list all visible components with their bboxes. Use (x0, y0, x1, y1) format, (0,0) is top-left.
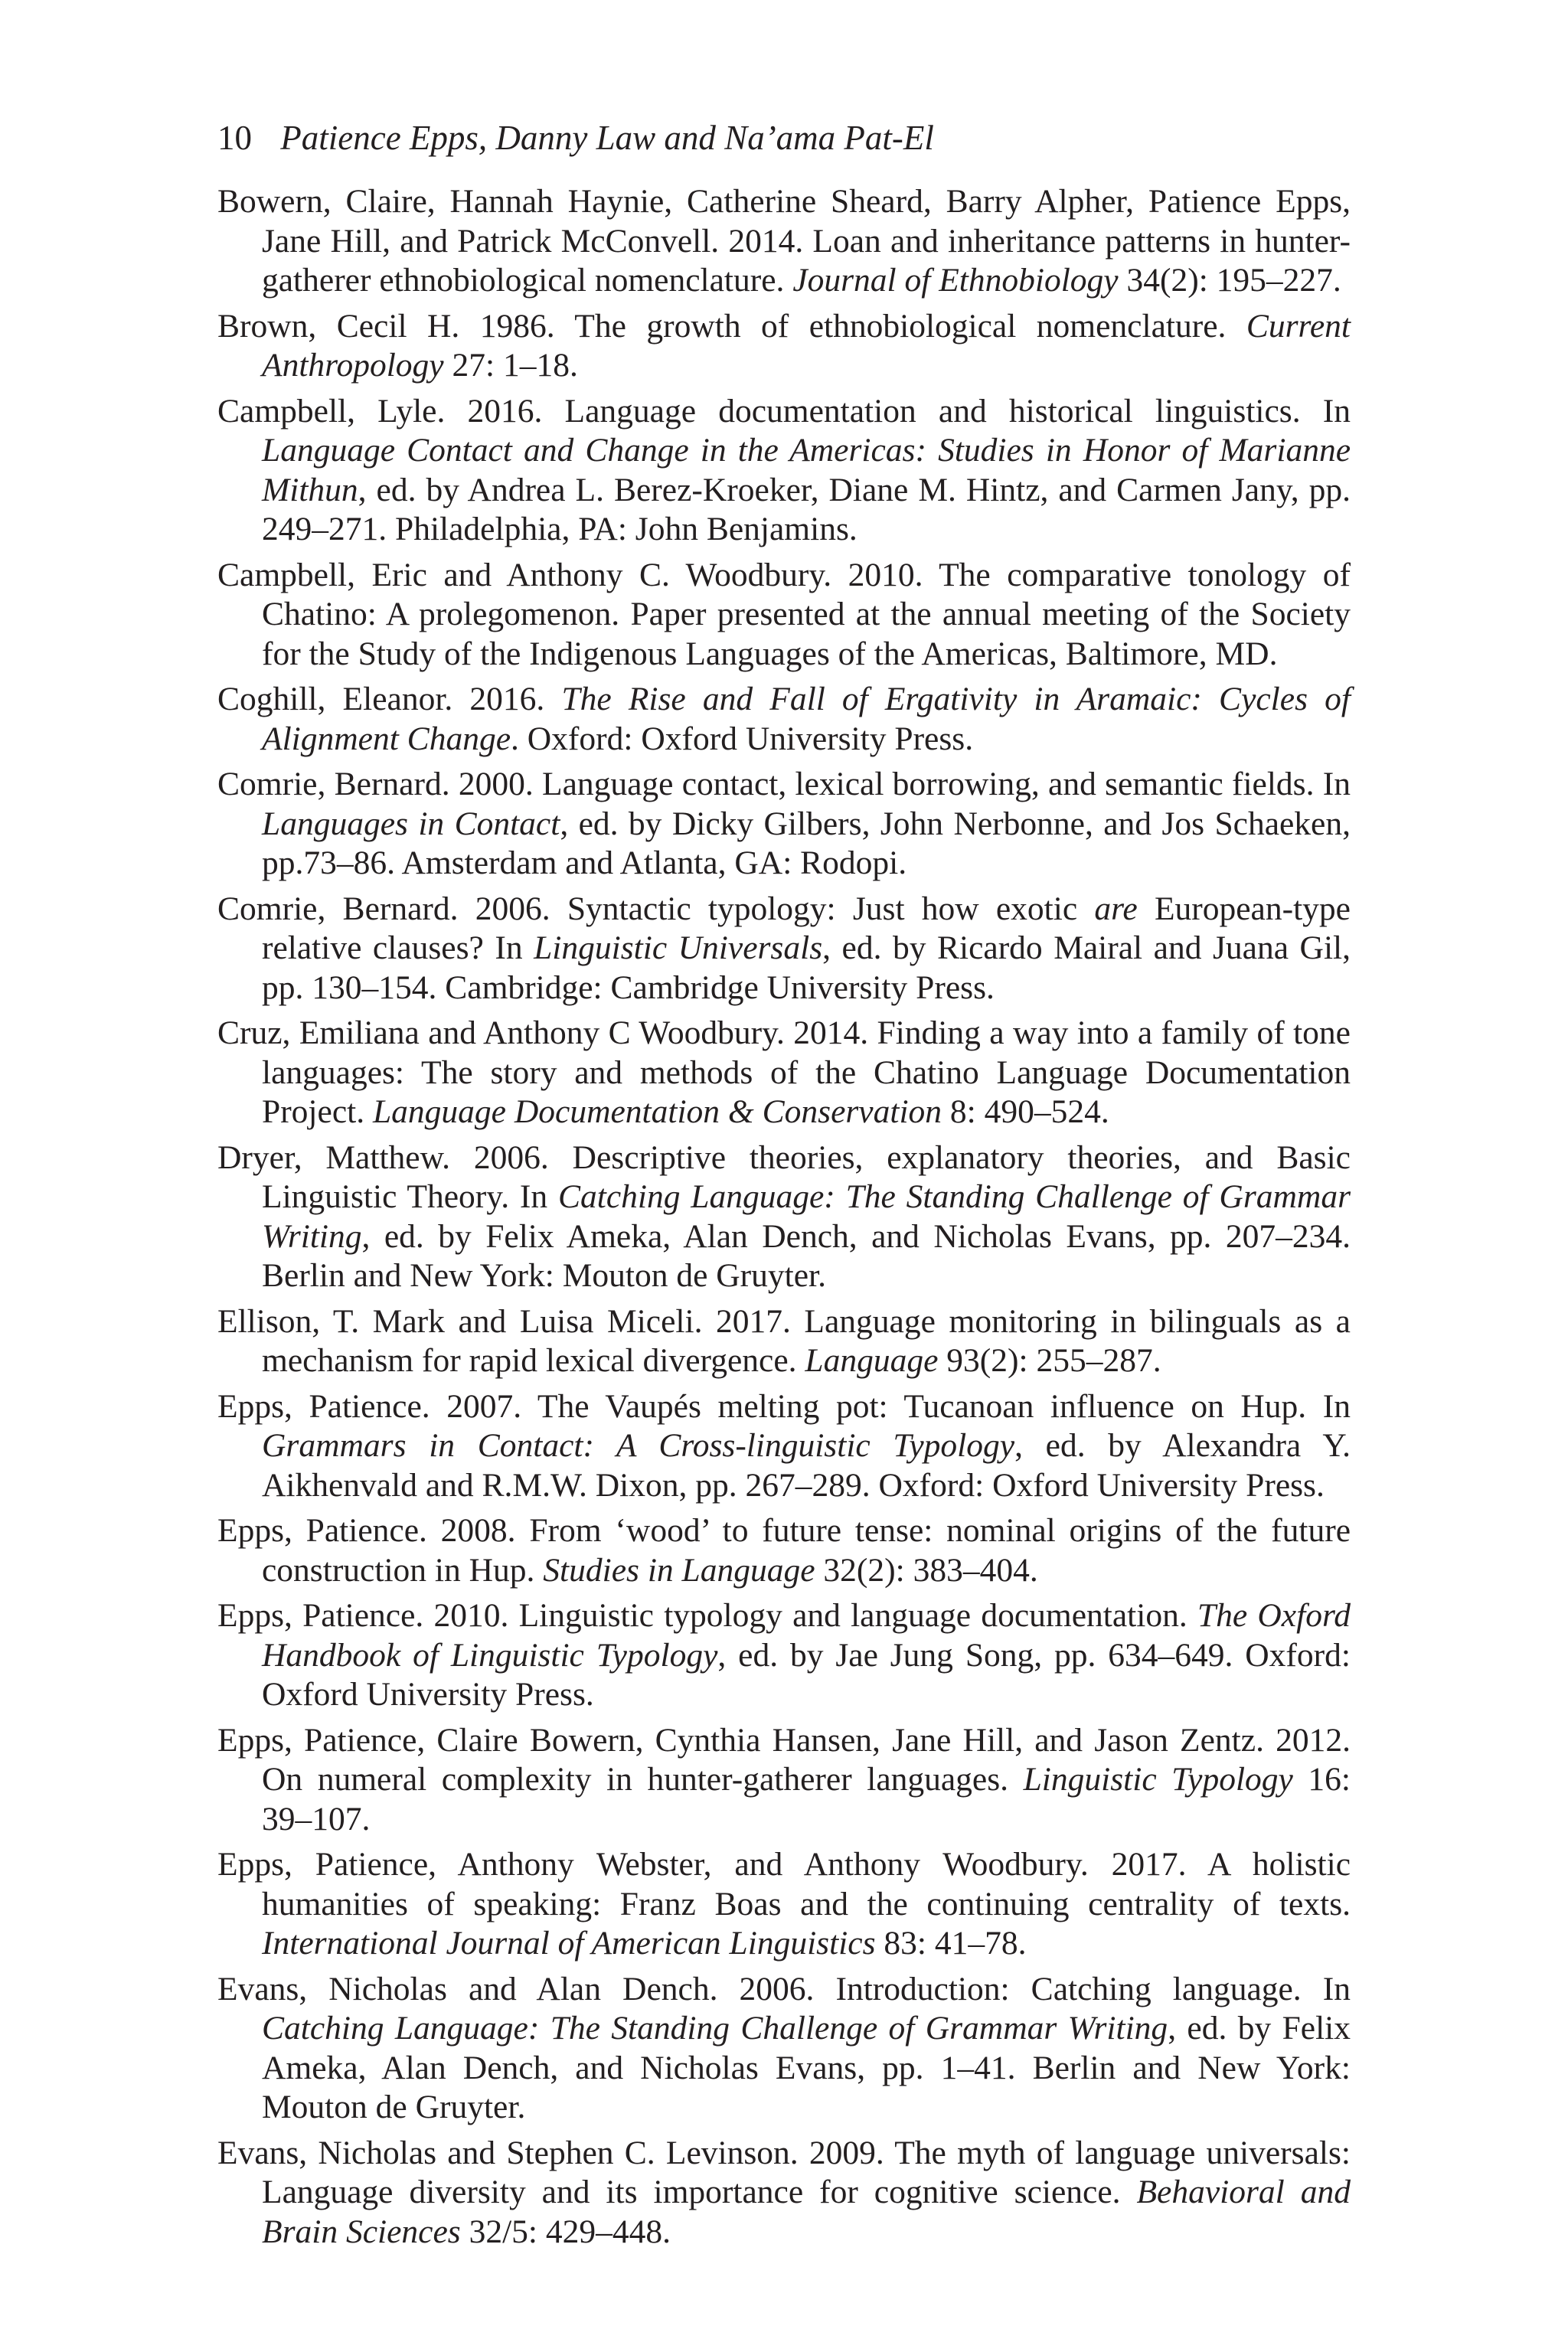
reference-entry (217, 392, 1351, 550)
running-head-authors: Patience Epps, Danny Law and Na’ama Pat-El (280, 119, 934, 157)
ref-title: Language Contact and Change in the Americas: Studies in Honor of Marianne Mithun (262, 432, 1351, 508)
reference-entry (217, 890, 1351, 1008)
ref-text: Epps, Patience, Claire Bowern, Cynthia Hansen, Jane Hill, and Jason Zentz. 2012. On numeral complexity in hunter-gatherer languages. (217, 1721, 1351, 1798)
ref-title: Behavioral and Brain Sciences (262, 2174, 1351, 2250)
reference-entry (217, 680, 1351, 759)
ref-title: Studies in Language (543, 1551, 815, 1589)
ref-title: Language (805, 1342, 939, 1379)
ref-title: The Rise and Fall of Ergativity in Aramaic: Cycles of Alignment Change (262, 681, 1351, 757)
ref-text: Ellison, T. Mark and Luisa Miceli. 2017. Language monitoring in bilinguals as a mechanism for rapid lexical divergence. (217, 1302, 1351, 1379)
ref-text: Epps, Patience. 2008. From ‘wood’ to future tense: nominal origins of the future construction in Hup. (217, 1512, 1351, 1589)
reference-entry (217, 1387, 1351, 1506)
ref-text: Coghill, Eleanor. 2016. (217, 681, 562, 717)
ref-text: Cruz, Emiliana and Anthony C Woodbury. 2014. Finding a way into a family of tone languages: The story and methods of the Chatino Language Documentation Project. (217, 1014, 1351, 1130)
ref-text: 32(2): 383–404. (815, 1551, 1038, 1589)
reference-entry (217, 1845, 1351, 1964)
ref-text: Epps, Patience. 2010. Linguistic typology and language documentation. (217, 1597, 1197, 1634)
ref-text: 83: 41–78. (875, 1925, 1027, 1962)
ref-title: International Journal of American Linguistics (262, 1925, 876, 1962)
ref-text: 16: 39–107. (262, 1761, 1351, 1838)
ref-title: Catching Language: The Standing Challenge of Grammar Writing (262, 2010, 1168, 2047)
ref-text: , ed. by Dicky Gilbers, John Nerbonne, and Jos Schaeken, pp.73–86. Amsterdam and Atlanta, GA: Rodopi. (262, 805, 1351, 881)
ref-text: Evans, Nicholas and Stephen C. Levinson. 2009. The myth of language universals: Language diversity and its importance for cognitive science. (217, 2134, 1351, 2210)
reference-entry (217, 2134, 1351, 2252)
ref-title: Languages in Contact (262, 805, 560, 842)
ref-text: Comrie, Bernard. 2000. Language contact, lexical borrowing, and semantic fields. In (217, 766, 1351, 802)
ref-text: Epps, Patience, Anthony Webster, and Anthony Woodbury. 2017. A holistic humanities of speaking: Franz Boas and the continuing centrality of texts. (217, 1846, 1351, 1922)
reference-entry (217, 765, 1351, 884)
ref-text: Campbell, Eric and Anthony C. Woodbury. 2010. The comparative tonology of Chatino: A prolegomenon. Paper presented at the annual meeting of the Society for the Study of the Indigenous Languages of the Americas, Baltimore, MD. (217, 556, 1351, 672)
ref-text: 32/5: 429–448. (460, 2213, 671, 2250)
ref-title: Linguistic Universals (534, 929, 823, 966)
reference-entry (217, 1014, 1351, 1132)
running-head (217, 115, 1351, 161)
ref-title: Current Anthropology (262, 307, 1351, 384)
ref-title: The Oxford Handbook of Linguistic Typology (262, 1597, 1351, 1674)
reference-entry (217, 1596, 1351, 1715)
reference-entry (217, 182, 1351, 301)
reference-entry (217, 1138, 1351, 1296)
ref-text: , ed. by Andrea L. Berez-Kroeker, Diane M. Hintz, and Carmen Jany, pp. 249–271. Philadelphia, PA: John Benjamins. (262, 471, 1351, 547)
ref-text: Bowern, Claire, Hannah Haynie, Catherine Sheard, Barry Alpher, Patience Epps, Jane Hill, and Patrick McConvell. 2014. Loan and inheritance patterns in hunter-gatherer ethnobiological nomenclature. (217, 183, 1351, 299)
reference-entry (217, 556, 1351, 675)
ref-text: , ed. by Ricardo Mairal and Juana Gil, pp. 130–154. Cambridge: Cambridge University Press. (262, 929, 1351, 1006)
ref-text: , ed. by Jae Jung Song, pp. 634–649. Oxford: Oxford University Press. (262, 1636, 1351, 1713)
ref-title: Grammars in Contact: A Cross-linguistic Typology (262, 1427, 1015, 1464)
ref-title: Linguistic Typology (1023, 1761, 1293, 1798)
ref-text: 27: 1–18. (443, 347, 578, 384)
reference-list (217, 182, 1351, 2252)
ref-title: Journal of Ethnobiology (792, 262, 1119, 299)
ref-text: , ed. by Felix Ameka, Alan Dench, and Nicholas Evans, pp. 1–41. Berlin and New York: Mouton de Gruyter. (262, 2010, 1351, 2125)
ref-title: Language Documentation & Conservation (372, 1093, 942, 1130)
ref-text: Campbell, Lyle. 2016. Language documentation and historical linguistics. In (217, 392, 1351, 430)
page-number: 10 (217, 119, 252, 157)
ref-text: . Oxford: Oxford University Press. (511, 720, 974, 757)
ref-text: , ed. by Alexandra Y. Aikhenvald and R.M.W. Dixon, pp. 267–289. Oxford: Oxford University Press. (262, 1427, 1351, 1504)
ref-text: 93(2): 255–287. (938, 1342, 1161, 1379)
ref-text: Epps, Patience. 2007. The Vaupés melting pot: Tucanoan influence on Hup. In (217, 1387, 1351, 1425)
page (217, 115, 1351, 2258)
ref-text: Comrie, Bernard. 2006. Syntactic typology: Just how exotic (217, 890, 1095, 927)
ref-text: 8: 490–524. (942, 1093, 1109, 1130)
ref-text: Dryer, Matthew. 2006. Descriptive theories, explanatory theories, and Basic Linguistic Theory. In (217, 1138, 1351, 1215)
reference-entry (217, 1302, 1351, 1381)
reference-entry (217, 1721, 1351, 1840)
ref-text: Brown, Cecil H. 1986. The growth of ethnobiological nomenclature. (217, 307, 1246, 345)
reference-entry (217, 1970, 1351, 2128)
reference-entry (217, 1511, 1351, 1590)
ref-title: Catching Language: The Standing Challenge of Grammar Writing (262, 1178, 1351, 1255)
ref-text: Evans, Nicholas and Alan Dench. 2006. Introduction: Catching language. In (217, 1970, 1351, 2007)
ref-text: 34(2): 195–227. (1118, 262, 1341, 299)
ref-emphasis: are (1094, 890, 1138, 927)
ref-text: , ed. by Felix Ameka, Alan Dench, and Nicholas Evans, pp. 207–234. Berlin and New York: Mouton de Gruyter. (262, 1217, 1351, 1294)
ref-text: European-type relative clauses? In (262, 890, 1351, 966)
reference-entry (217, 307, 1351, 386)
